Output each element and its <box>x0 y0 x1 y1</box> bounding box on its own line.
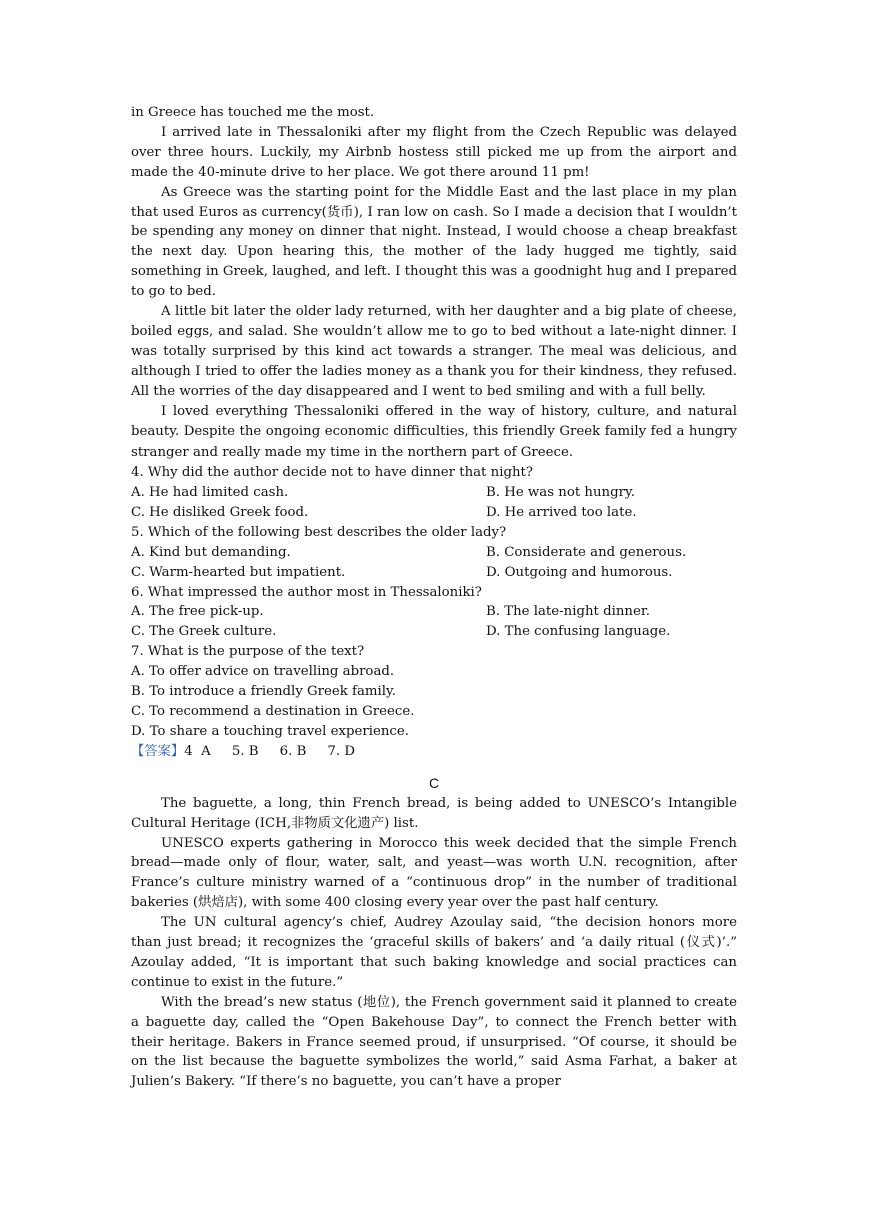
passage-c-paragraph-3: The UN cultural agency’s chief, Audrey Azoulay said, “the decision honors more than just bread; it recognizes the ‘graceful skills of bakers’ and ‘a daily ritual (仪式)’.” Azoulay added, “It is important that such baking knowledge and social practices can continue to exist in the future.” <box>131 915 737 990</box>
question-5 <box>131 523 737 583</box>
option-c: C. To recommend a destination in Greece. <box>131 703 415 719</box>
passage-b-intro-tail: in Greece has touched me the most. <box>131 105 375 120</box>
question-stem: 7. What is the purpose of the text? <box>131 644 365 660</box>
passage-b-paragraph-1: I arrived late in Thessaloniki after my flight from the Czech Republic was delayed over three hours. Luckily, my Airbnb hostess still picked me up from the airport and made the 40-minute drive to her place. We got there around 11 pm! <box>131 124 737 180</box>
passage-c-paragraph-4: With the bread’s new status (地位), the French government said it planned to create a baguette day, called the “Open Bakehouse Day”, to connect the French better with their heritage. Bakers in France seemed proud, if unsurprised. “Of course, it should be on the list because the baguette symbolizes the world,” said Asma Farhat, a baker at Julien’s Bakery. “If there’s no baguette, you can’t have a proper <box>131 994 737 1090</box>
option-c: C. He disliked Greek food. <box>131 504 309 520</box>
option-c: C. Warm-hearted but impatient. <box>131 564 346 580</box>
option-a: A. He had limited cash. <box>131 485 289 500</box>
option-c: C. The Greek culture. <box>131 624 277 640</box>
question-6 <box>131 583 737 643</box>
option-d: D. The confusing language. <box>486 624 671 640</box>
option-a: A. Kind but demanding. <box>131 544 291 560</box>
option-a: A. To offer advice on travelling abroad. <box>131 664 395 680</box>
passage-c-paragraph-1: The baguette, a long, thin French bread, is being added to UNESCO’s Intangible Cultural Heritage (ICH,非物质文化遗产) list. <box>131 795 737 831</box>
question-stem: 5. Which of the following best describes the older lady? <box>131 524 507 540</box>
option-b: B. Considerate and generous. <box>486 544 687 560</box>
option-d: D. He arrived too late. <box>486 504 637 520</box>
passage-c-paragraph-2: UNESCO experts gathering in Morocco this week decided that the simple French bread—made only of flour, water, salt, and yeast—was worth U.N. recognition, after France’s culture ministry warned of a “continuous drop” in the number of traditional bakeries (烘焙店), with some 400 closing every year over the past half century. <box>131 835 737 911</box>
passage-b-paragraph-3: A little bit later the older lady returned, with her daughter and a big plate of cheese, boiled eggs, and salad. She wouldn’t allow me to go to bed without a late-night dinner. I was totally surprised by this kind act towards a stranger. The meal was delicious, and although I tried to offer the ladies money as a thank you for their kindness, they refused. All the worries of the day disappeared and I went to bed smiling and with a full belly. <box>131 304 737 399</box>
question-stem: 6. What impressed the author most in Thessaloniki? <box>131 584 482 600</box>
section-title: C <box>428 774 440 791</box>
option-b: B. He was not hungry. <box>486 485 635 500</box>
answer-text: 4 A 5. B 6. B 7. D <box>184 743 356 759</box>
passage-b-paragraph-4: I loved everything Thessaloniki offered in the way of history, culture, and natural beauty. Despite the ongoing economic difficulties, this friendly Greek family fed a hungry stranger and really made my time in the northern part of Greece. <box>131 403 737 460</box>
question-4 <box>131 463 737 523</box>
question-7 <box>131 642 737 742</box>
answer-key <box>131 742 737 762</box>
document-page <box>131 103 737 1092</box>
question-stem: 4. Why did the author decide not to have dinner that night? <box>131 465 533 481</box>
option-b: B. To introduce a friendly Greek family. <box>131 684 396 700</box>
option-a: A. The free pick-up. <box>131 604 264 620</box>
option-b: B. The late-night dinner. <box>486 604 650 620</box>
option-d: D. Outgoing and humorous. <box>486 564 673 580</box>
passage-b-paragraph-2: As Greece was the starting point for the Middle East and the last place in my plan that used Euros as currency(货币), I ran low on cash. So I made a decision that I wouldn’t be spending any money on dinner that night. Instead, I would choose a cheap breakfast the next day. Upon hearing this, the mother of the lady hugged me tightly, said something in Greek, laughed, and left. I thought this was a goodnight hug and I prepared to go to bed. <box>131 184 737 300</box>
option-d: D. To share a touching travel experience. <box>131 723 409 739</box>
answer-tag: 【答案】 <box>131 743 185 759</box>
